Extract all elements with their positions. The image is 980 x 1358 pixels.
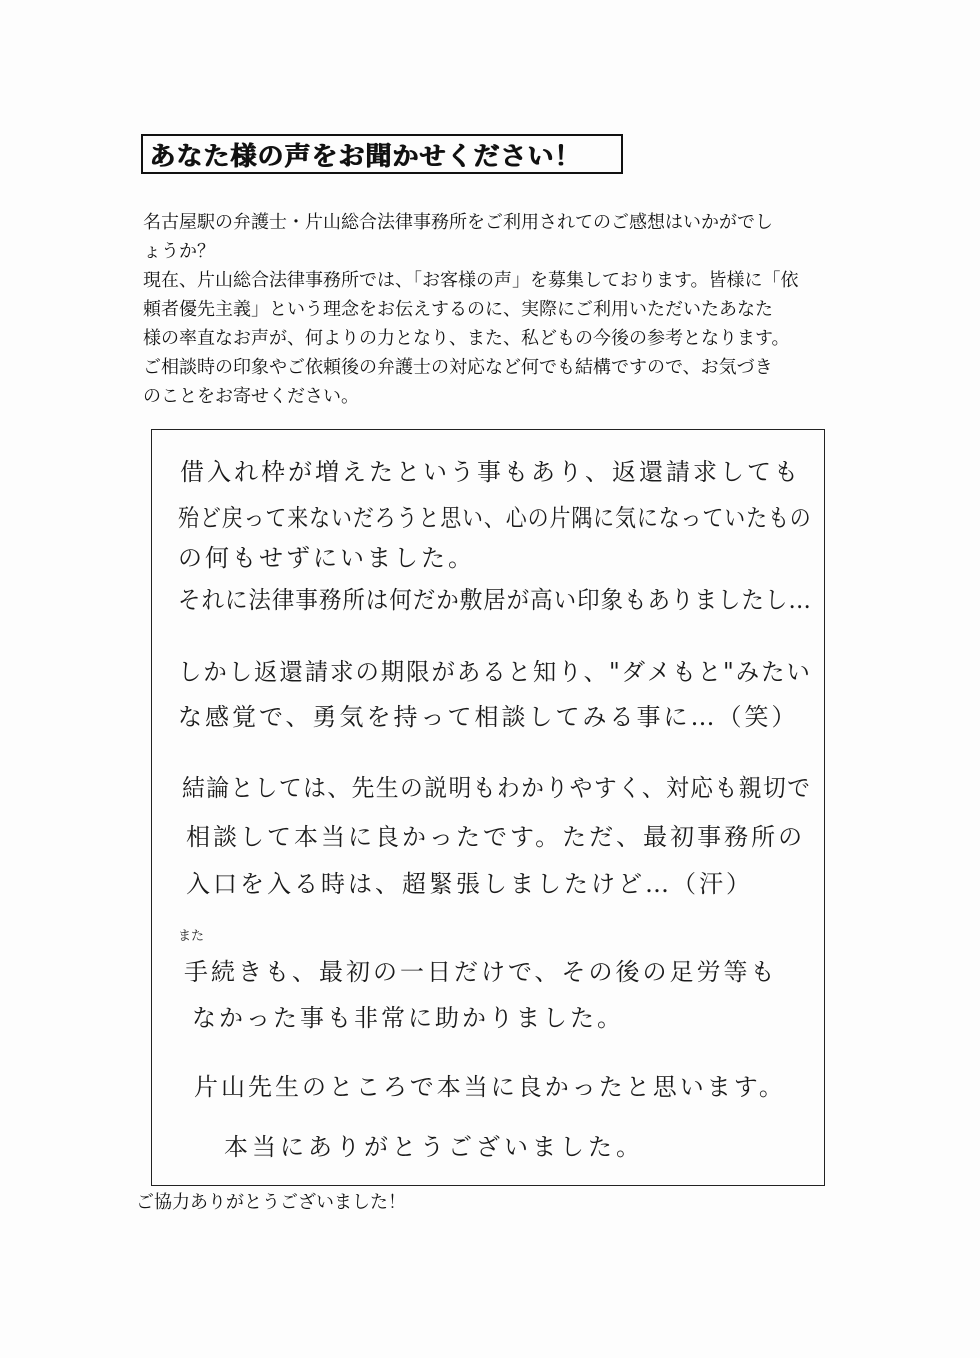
handwritten-line: な感覚で、勇気を持って相談してみる事に…（笑） [178,703,799,731]
intro-line: ご相談時の印象やご依頼後の弁護士の対応など何でも結構ですので、お気づき [143,357,773,378]
handwritten-line: なかった事も非常に助かりました。 [192,1004,624,1032]
handwritten-line: それに法律事務所は何だか敷居が高い印象もありましたし… [178,586,812,614]
handwritten-line: 手続きも、最初の一日だけで、その後の足労等も [184,958,778,986]
handwritten-note: また [178,929,205,944]
title-box [141,134,623,174]
handwritten-line: しかし返還請求の期限があると知り、"ダメもと"みたい [178,658,812,686]
handwritten-line: 結論としては、先生の説明もわかりやすく、対応も親切で [182,774,812,802]
handwritten-line: 相談して本当に良かったです。ただ、最初事務所の [186,823,806,851]
intro-line: 様の率直なお声が、何よりの力となり、また、私どもの今後の参考となります。 [143,328,790,349]
intro-line: 名古屋駅の弁護士・片山総合法律事務所をご利用されてのご感想はいかがでし [143,212,773,233]
handwritten-line: の何もせずにいました。 [178,544,475,572]
intro-line: 頼者優先主義」という理念をお伝えするのに、実際にご利用いただいたあなた [143,299,773,320]
handwritten-line: 殆ど戻って来ないだろうと思い、心の片隅に気になっていたもの [178,504,812,532]
intro-line: ょうか？ [143,241,215,262]
handwritten-line: 入口を入る時は、超緊張しましたけど…（汗） [186,870,753,898]
handwritten-line: 片山先生のところで本当に良かったと思います。 [194,1073,786,1101]
handwritten-line: 本当にありがとうございました。 [224,1133,644,1161]
handwritten-comment-box [151,429,825,1186]
page-title: あなた様の声をお聞かせください！ [149,141,582,172]
handwritten-line: 借入れ枠が増えたという事もあり、返還請求しても [180,458,801,486]
intro-line: のことをお寄せください。 [143,386,359,407]
intro-line: 現在、片山総合法律事務所では、「お客様の声」を募集しております。皆様に「依 [143,270,799,291]
closing-message: ご協力ありがとうございました！ [136,1192,406,1213]
intro-paragraph [143,208,858,411]
